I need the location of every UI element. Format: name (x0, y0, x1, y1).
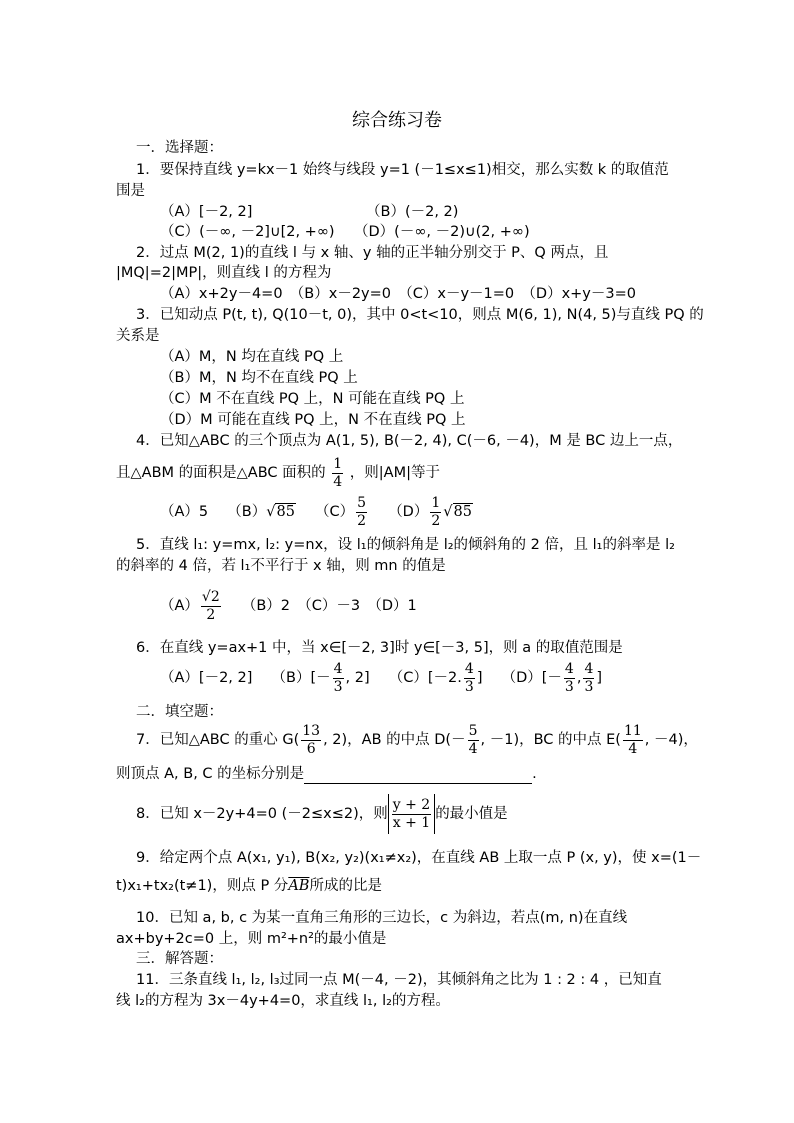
q7-text-c: , －1)，BC 的中点 E( (480, 732, 621, 748)
q7-e-frac (623, 723, 643, 758)
q4-frac-num: 1 (333, 455, 343, 472)
q4-stem-text-a: 且△ABM 的面积是△ABC 面积的 (116, 465, 326, 481)
q4-option-b-sqrt: √85 (266, 504, 295, 520)
q5-option-a: （A） (160, 598, 199, 614)
q6-option-b-post: , 2] (345, 670, 370, 686)
q5-a-den: 2 (206, 606, 216, 623)
q6-c-num: 4 (464, 660, 474, 677)
q4-d-num: 1 (431, 494, 441, 511)
q6-option-d-frac1 (564, 661, 575, 696)
q4-option-c-frac (356, 495, 367, 530)
q3-stem-cont: 关系是 (116, 328, 160, 344)
q6-option-d-post: ] (596, 670, 603, 686)
q4-stem-text-b: ，则|AM|等于 (349, 465, 440, 481)
q9-vector-ab: $\overline{AB}$ (288, 878, 310, 894)
q1-stem: 1．要保持直线 y=kx－1 始终与线段 y=1 (－1≤x≤1)相交，那么实数 k 的取值范 (136, 162, 669, 178)
q6-d1-den: 3 (564, 678, 574, 695)
q1-option-b: （B）(－2, 2) (366, 204, 459, 220)
q7-text-d: , －4)， (644, 732, 698, 748)
q9-text-a: t)x₁+tx₂(t≠1)，则点 P 分 (116, 878, 289, 894)
q3-option-d: （D）M 可能在直线 PQ 上，N 不在直线 PQ 上 (160, 412, 466, 428)
section-choice-heading: 一．选择题： (136, 140, 223, 156)
q9-text-b: 所成的比是 (309, 878, 382, 894)
q8-text-post: 的最小值是 (435, 806, 508, 822)
q4-stem-cont (116, 455, 440, 491)
q6-c-den: 3 (464, 678, 474, 695)
q7-end: . (532, 766, 537, 782)
q2-options: （A）x+2y－4=0 （B）x－2y=0 （C）x－y－1=0 （D）x+y－3=0 (160, 286, 636, 302)
q4-option-d-sqrt: √85 (443, 504, 472, 520)
q7-e-num: 11 (623, 722, 642, 739)
section-fill-heading: 二．填空题： (136, 704, 223, 720)
q4-option-c: （C） (315, 504, 355, 520)
q4-option-d-radicand: 85 (453, 504, 472, 520)
q5-a-num: √2 (201, 588, 220, 605)
q5-options-rest: （B）2 （C）－3 （D）1 (241, 598, 417, 614)
q6-options (160, 660, 602, 696)
q6-option-c-frac (464, 661, 475, 696)
q8-num: y + 2 (392, 796, 431, 813)
q6-stem: 6．在直线 y=ax+1 中，当 x∈[－2, 3]时 y∈[－3, 5]，则 a 的取值范围是 (136, 640, 623, 656)
q6-d2-num: 4 (584, 660, 594, 677)
q7-d-frac (468, 723, 479, 758)
q7-g-num: 13 (302, 722, 321, 739)
q10-stem-cont: ax+by+2c=0 上，则 m²+n²的最小值是 (116, 931, 387, 947)
q7-text-b: , 2)，AB 的中点 D(－ (323, 732, 466, 748)
q4-option-a: （A）5 (160, 504, 209, 520)
q7-d-num: 5 (468, 722, 478, 739)
q5-stem-cont: 的斜率的 4 倍，若 l₁不平行于 x 轴，则 mn 的值是 (116, 558, 446, 574)
q4-frac-den: 4 (333, 473, 343, 490)
q7-e-den: 4 (628, 740, 638, 757)
q7-text-line2: 则顶点 A, B, C 的坐标分别是 (116, 766, 305, 782)
q3-option-c: （C）M 不在直线 PQ 上，N 可能在直线 PQ 上 (160, 391, 465, 407)
q5-options (160, 588, 417, 624)
q3-option-b: （B）M，N 均不在直线 PQ 上 (160, 370, 358, 386)
section-answer-heading: 三．解答题： (136, 951, 223, 967)
q9-stem: 9．给定两个点 A(x₁, y₁), B(x₂, y₂)(x₁≠x₂)，在直线 AB 上取一点 P (x, y)，使 x=(1－ (136, 850, 702, 866)
q6-option-d-frac2 (583, 661, 594, 696)
q7-stem (136, 722, 698, 758)
q4-option-b-radicand: 85 (276, 504, 295, 520)
q4-fraction (332, 456, 343, 491)
q5-option-a-frac (201, 589, 221, 624)
q9-stem-cont (116, 876, 382, 896)
q6-d2-den: 3 (584, 678, 594, 695)
q8-stem (136, 794, 508, 834)
q8-abs-value (388, 794, 435, 834)
q3-stem: 3．已知动点 P(t, t), Q(10－t, 0)，其中 0<t<10，则点 M(6, 1), N(4, 5)与直线 PQ 的 (136, 307, 704, 323)
q6-option-c-pre: （C）[－2. (388, 670, 462, 686)
q2-stem: 2．过点 M(2, 1)的直线 l 与 x 轴、y 轴的正半轴分别交于 P、Q 两点，且 (136, 245, 609, 261)
q6-option-a: （A）[－2, 2] (160, 670, 253, 686)
q1-option-a: （A）[－2, 2] (160, 204, 253, 220)
q11-stem-cont: 线 l₂的方程为 3x－4y+4=0，求直线 l₁, l₂的方程。 (116, 993, 450, 1009)
q4-option-b: （B） (227, 504, 267, 520)
q11-stem: 11．三条直线 l₁, l₂, l₃过同一点 M(－4, －2)，其倾斜角之比为 1 : 2 : 4 ，已知直 (136, 972, 662, 988)
page-title: 综合练习卷 (352, 110, 442, 131)
q7-answer-blank[interactable] (304, 769, 532, 784)
q6-option-c-post: ] (476, 670, 483, 686)
q8-den: x + 1 (392, 814, 431, 831)
q4-options (160, 494, 473, 530)
q6-option-b-pre: （B）[－ (271, 670, 331, 686)
q4-d-den: 2 (431, 512, 441, 529)
q6-option-d-pre: （D）[－ (501, 670, 562, 686)
q1-option-c: （C）(－∞, －2]∪[2, +∞) (160, 224, 335, 240)
q6-b-num: 4 (333, 660, 343, 677)
q6-b-den: 3 (333, 678, 343, 695)
q7-text-a: 7．已知△ABC 的重心 G( (136, 732, 300, 748)
q7-g-frac (301, 723, 321, 758)
q4-stem: 4．已知△ABC 的三个顶点为 A(1, 5), B(－2, 4), C(－6, －4)，M 是 BC 边上一点， (136, 433, 683, 449)
q4-option-d-frac (430, 495, 441, 530)
q10-stem: 10．已知 a, b, c 为某一直角三角形的三边长，c 为斜边，若点(m, n)在直线 (136, 910, 628, 926)
q8-text-pre: 8．已知 x－2y+4=0 (－2≤x≤2)，则 (136, 806, 388, 822)
q6-option-d-mid: , (576, 670, 582, 686)
q3-option-a: （A）M，N 均在直线 PQ 上 (160, 349, 344, 365)
q8-frac (392, 797, 431, 832)
q7-stem-cont (116, 764, 537, 784)
q4-option-d: （D） (388, 504, 429, 520)
q2-stem-cont: |MQ|=2|MP|，则直线 l 的方程为 (116, 265, 332, 281)
q5-stem: 5．直线 l₁: y=mx, l₂: y=nx，设 l₁的倾斜角是 l₂的倾斜角的 2 倍，且 l₁的斜率是 l₂ (136, 537, 675, 553)
q4-c-num: 5 (357, 494, 367, 511)
q6-d1-num: 4 (564, 660, 574, 677)
q4-c-den: 2 (357, 512, 367, 529)
q1-stem-cont: 围是 (116, 183, 145, 199)
q6-option-b-frac (333, 661, 344, 696)
q7-g-den: 6 (306, 740, 316, 757)
q1-option-d: （D）(－∞, －2)∪(2, +∞) (354, 224, 530, 240)
q7-d-den: 4 (468, 740, 478, 757)
